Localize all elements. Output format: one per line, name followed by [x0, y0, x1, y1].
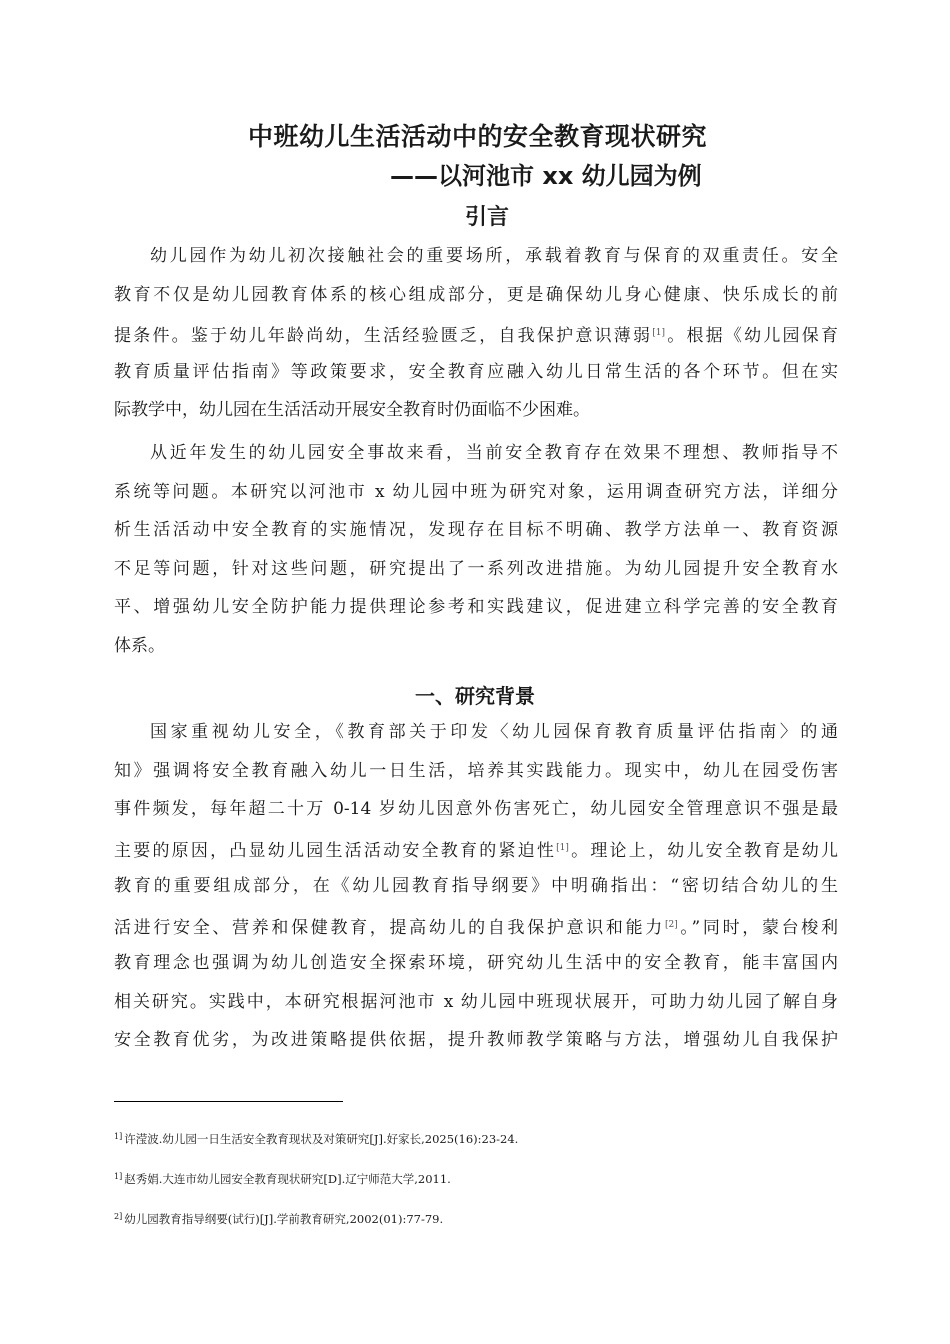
text-line: 教育质量评估指南》等政策要求，安全教育应融入幼儿日常生活的各个环节。但在实: [114, 361, 838, 382]
footnote-item: [114, 1211, 834, 1227]
citation-ref[interactable]: [1]: [652, 328, 665, 338]
document-title: 中班幼儿生活活动中的安全教育现状研究: [248, 122, 708, 151]
footnote-item: [114, 1171, 834, 1187]
text-line: 不足等问题，针对这些问题，研究提出了一系列改进措施。为幼儿园提升安全教育水: [114, 558, 838, 579]
text-line: 提条件。鉴于幼儿年龄尚幼，生活经验匮乏，自我保护意识薄弱[1]。根据《幼儿园保育: [114, 326, 839, 346]
background-paragraph: [114, 713, 838, 1060]
background-heading: 一、研究背景: [415, 684, 535, 708]
text-line: 从近年发生的幼儿园安全事故来看，当前安全教育存在效果不理想、教师指导不: [150, 443, 838, 463]
footnote-text: 幼儿园教育指导纲要(试行)[J].学前教育研究,2002(01):77-79.: [124, 1212, 444, 1226]
text-line: 活进行安全、营养和保健教育，提高幼儿的自我保护意识和能力[2]。”同时，蒙台梭利: [114, 917, 838, 938]
text-line: 事件频发，每年超二十万 0-14 岁幼儿因意外伤害死亡，幼儿园安全管理意识不强是最: [114, 799, 838, 819]
footnote-mark: 1]: [114, 1132, 123, 1141]
footnote-item: [114, 1131, 834, 1147]
document-subtitle: ——以河池市 xx 幼儿园为例: [390, 162, 702, 190]
text-line: 体系。: [114, 635, 165, 656]
text-line: 平、增强幼儿安全防护能力提供理论参考和实践建议，促进建立科学完善的安全教育: [114, 597, 838, 617]
text-line: 相关研究。实践中，本研究根据河池市 x 幼儿园中班现状展开，可助力幼儿园了解自身: [114, 991, 838, 1012]
footnote-text: 赵秀娟.大连市幼儿园安全教育现状研究[D].辽宁师范大学,2011.: [124, 1172, 451, 1186]
text-line: 系统等问题。本研究以河池市 x 幼儿园中班为研究对象，运用调查研究方法，详细分: [114, 481, 838, 502]
intro-heading: 引言: [464, 205, 509, 230]
citation-ref[interactable]: [1]: [556, 842, 569, 853]
footnote-mark: 2]: [114, 1212, 123, 1221]
text-line: 析生活活动中安全教育的实施情况，发现存在目标不明确、教学方法单一、教育资源: [114, 520, 838, 540]
intro-paragraph-2: [114, 434, 838, 665]
intro-paragraph-1: [114, 237, 838, 430]
text-line: 幼儿园作为幼儿初次接触社会的重要场所，承载着教育与保育的双重责任。安全: [150, 246, 838, 266]
footnote-mark: 1]: [114, 1172, 123, 1181]
text-line: 国家重视幼儿安全，《教育部关于印发〈幼儿园保育教育质量评估指南〉的通: [150, 722, 838, 742]
footnote-text: 许滢波.幼儿园一日生活安全教育现状及对策研究[J].好家长,2025(16):23-24.: [124, 1132, 519, 1146]
text-line: 教育的重要组成部分，在《幼儿园教育指导纲要》中明确指出：“密切结合幼儿的生: [114, 876, 838, 896]
text-line: 安全教育优劣，为改进策略提供依据，提升教师教学策略与方法，增强幼儿自我保护: [114, 1030, 838, 1050]
text-line: 际教学中，幼儿园在生活活动开展安全教育时仍面临不少困难。: [114, 400, 590, 420]
citation-ref[interactable]: [2]: [664, 919, 678, 930]
text-line: 主要的原因，凸显幼儿园生活活动安全教育的紧迫性[1]。理论上，幼儿安全教育是幼儿: [114, 840, 839, 861]
text-line: 教育理念也强调为幼儿创造安全探索环境，研究幼儿生活中的安全教育，能丰富国内: [114, 953, 838, 973]
text-line: 知》强调将安全教育融入幼儿一日生活，培养其实践能力。现实中，幼儿在园受伤害: [114, 760, 838, 781]
text-line: 教育不仅是幼儿园教育体系的核心组成部分，更是确保幼儿身心健康、快乐成长的前: [114, 284, 838, 305]
footnote-divider: [114, 1101, 343, 1102]
